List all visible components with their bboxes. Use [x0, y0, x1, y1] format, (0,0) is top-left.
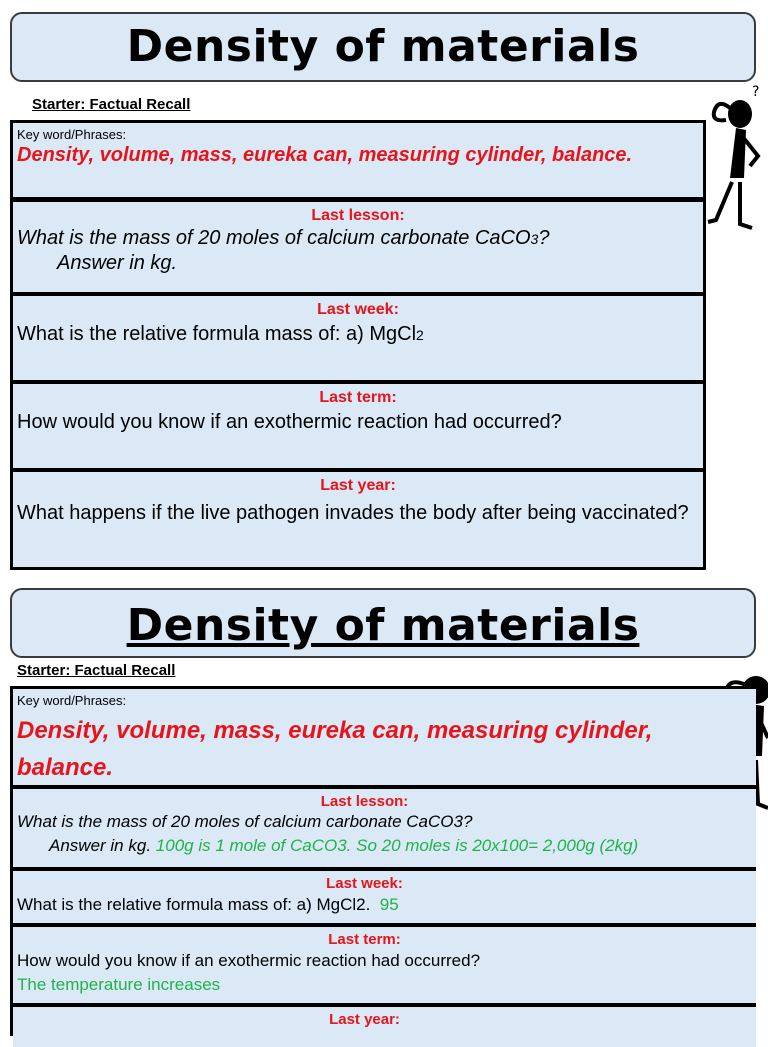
last-term-question: How would you know if an exothermic reaction had occurred?: [17, 411, 562, 433]
title-banner-top: [10, 12, 756, 82]
last-year-label: Last year:: [329, 1011, 400, 1028]
last-term-cell: [13, 384, 703, 468]
last-lesson-instruction: Answer in kg.: [57, 252, 178, 274]
last-term-cell-answers: [13, 927, 756, 1003]
keywords-text: Density, volume, mass, eureka can, measuring cylinder, balance.: [17, 144, 633, 166]
last-lesson-label: Last lesson:: [311, 207, 405, 224]
last-term-answer: The temperature increases: [17, 975, 221, 994]
last-week-cell-answers: [13, 871, 756, 923]
last-year-question: What happens if the live pathogen invades the body after being vaccinated?: [17, 502, 689, 524]
last-lesson-answer: 100g is 1 mole of CaCO3. So 20 moles is 20x100= 2,000g (2kg): [155, 836, 639, 855]
recall-table-top: [10, 120, 706, 570]
keywords-cell: [13, 123, 703, 197]
last-term-question: How would you know if an exothermic reaction had occurred?: [17, 951, 481, 970]
title-banner-bottom: [10, 588, 756, 658]
last-lesson-label: Last lesson:: [320, 793, 409, 810]
recall-table-answers: [10, 686, 756, 1036]
page-title-answers: Density of materials: [126, 600, 640, 651]
last-lesson-question: What is the mass of 20 moles of calcium carbonate CaCO3?: [17, 812, 473, 831]
last-lesson-cell: [13, 202, 703, 292]
thinking-stick-figure-icon: [700, 80, 768, 240]
last-week-label: Last week:: [326, 875, 403, 892]
starter-heading: Starter: Factual Recall: [32, 96, 191, 113]
last-year-cell-answers: [13, 1007, 756, 1047]
last-week-label: Last week:: [317, 301, 399, 318]
last-week-question-line: What is the relative formula mass of: a) MgCl2. 95: [17, 895, 399, 914]
last-year-label: Last year:: [320, 477, 396, 494]
last-week-question: What is the relative formula mass of: a) MgCl2: [17, 323, 424, 345]
last-term-label: Last term:: [319, 389, 397, 406]
keywords-text: Density, volume, mass, eureka can, measuring cylinder, balance.: [17, 717, 653, 781]
keywords-label: Key word/Phrases:: [17, 127, 127, 142]
last-lesson-cell-answers: [13, 789, 756, 867]
keywords-label: Key word/Phrases:: [17, 693, 127, 708]
keywords-cell-answers: [13, 689, 756, 785]
page-title: Density of materials: [126, 21, 640, 72]
last-week-answer: 95: [379, 895, 399, 914]
last-term-label: Last term:: [328, 931, 401, 948]
starter-heading-answers: Starter: Factual Recall: [17, 662, 176, 679]
last-lesson-question: What is the mass of 20 moles of calcium carbonate CaCO3?: [17, 227, 550, 249]
last-week-cell: [13, 296, 703, 380]
last-lesson-answer-line: Answer in kg. 100g is 1 mole of CaCO3. So 20 moles is 20x100= 2,000g (2kg): [49, 836, 639, 855]
last-year-cell: [13, 472, 703, 567]
svg-text:?: ?: [752, 84, 760, 100]
